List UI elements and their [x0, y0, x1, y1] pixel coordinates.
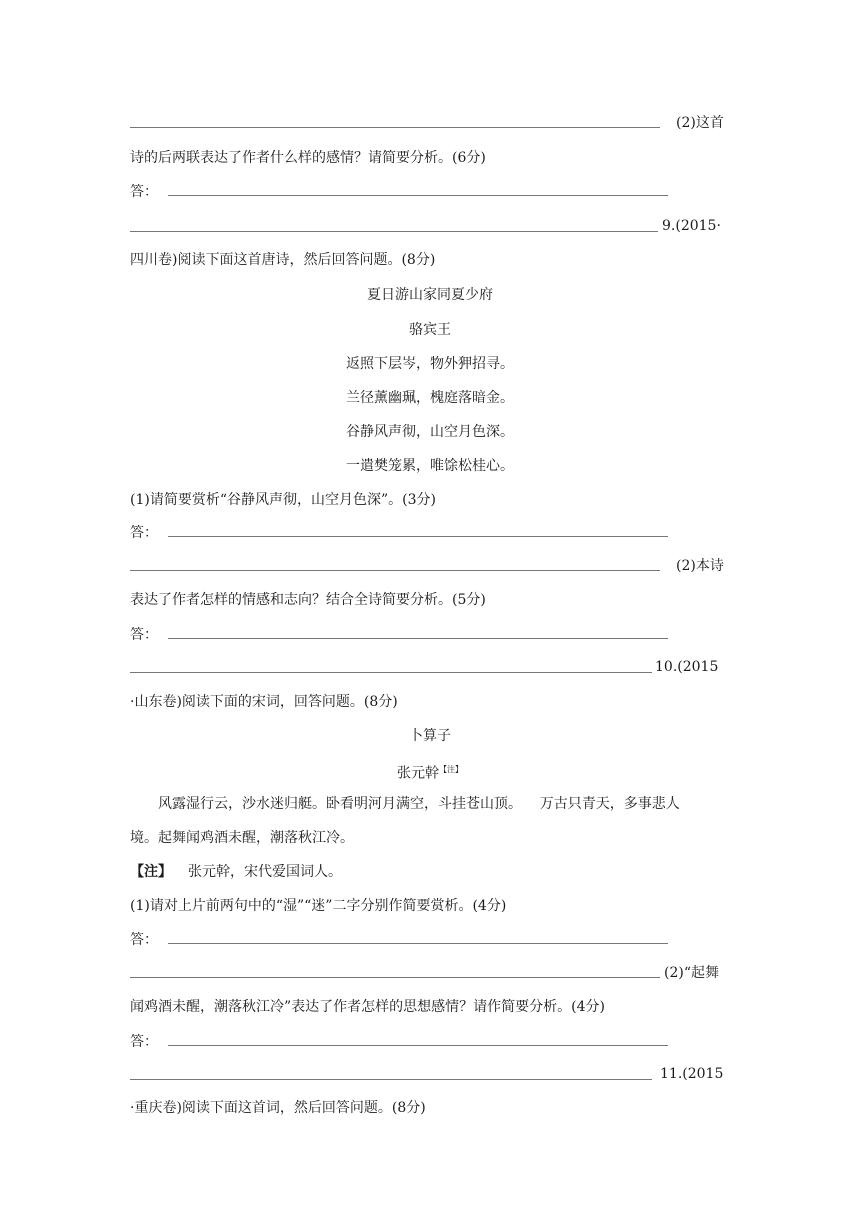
answer-line	[168, 195, 668, 196]
poem-line: 风露湿行云，沙水迷归艇。卧看明河月满空，斗挂苍山顶。 万古只青天，多事悲人	[158, 796, 680, 812]
answer-label: 答：	[130, 1034, 158, 1050]
question-10-text: ·山东卷)阅读下面的宋词，回答问题。(8分)	[130, 694, 398, 710]
poem-author-name: 张元幹	[397, 765, 439, 782]
answer-line	[130, 672, 652, 673]
answer-line	[130, 127, 660, 128]
question-10-1-text: (1)请对上片前两句中的“湿”“迷”二字分别作简要赏析。(4分)	[130, 898, 507, 914]
poem-line: 返照下层岑，物外狎招寻。	[346, 356, 514, 372]
answer-label: 答：	[130, 525, 158, 541]
question-9-start: 9.(2015·	[662, 218, 721, 234]
answer-line	[168, 638, 668, 639]
question-8-2-start: (2)这首	[676, 115, 724, 131]
answer-line	[168, 536, 668, 537]
answer-label: 答：	[130, 184, 158, 200]
answer-line	[168, 1045, 668, 1046]
poem-title: 夏日游山家同夏少府	[367, 287, 493, 303]
poem-title: 卜算子	[409, 728, 451, 744]
answer-line	[130, 231, 658, 232]
answer-line	[130, 1079, 652, 1080]
poem-line: 谷静风声彻，山空月色深。	[346, 424, 514, 440]
answer-line	[130, 570, 660, 571]
question-11-text: ·重庆卷)阅读下面这首词，然后回答问题。(8分)	[130, 1100, 426, 1116]
question-9-1-text: (1)请简要赏析“谷静风声彻，山空月色深”。(3分)	[130, 492, 436, 508]
poem-line: 境。起舞闻鸡酒未醒，潮落秋江冷。	[130, 830, 354, 846]
note-text: 张元幹，宋代爱国词人。	[188, 864, 342, 880]
question-10-start: 10.(2015	[655, 659, 719, 675]
answer-label: 答：	[130, 627, 158, 643]
poem-line: 一遣樊笼累，唯馀松桂心。	[346, 458, 514, 474]
poem-line: 兰径薰幽珮，槐庭落暗金。	[346, 390, 514, 406]
answer-line	[168, 943, 668, 944]
note-label: 【注】	[130, 864, 172, 880]
question-10-2-start: (2)“起舞	[664, 965, 719, 981]
question-10-2-text: 闻鸡酒未醒，潮落秋江冷”表达了作者怎样的思想感情？请作简要分析。(4分)	[130, 999, 605, 1015]
question-9-text: 四川卷)阅读下面这首唐诗，然后回答问题。(8分)	[130, 252, 436, 268]
poem-author	[0, 760, 860, 784]
question-8-2-text: 诗的后两联表达了作者什么样的感情？请简要分析。(6分)	[130, 150, 486, 166]
answer-label: 答：	[130, 932, 158, 948]
question-9-2-start: (2)本诗	[676, 558, 724, 574]
poem-author: 骆宾王	[409, 322, 451, 338]
question-9-2-text: 表达了作者怎样的情感和志向？结合全诗简要分析。(5分)	[130, 592, 486, 608]
answer-line	[130, 977, 660, 978]
note-marker: 【注】	[439, 765, 463, 774]
question-11-start: 11.(2015	[660, 1066, 724, 1082]
